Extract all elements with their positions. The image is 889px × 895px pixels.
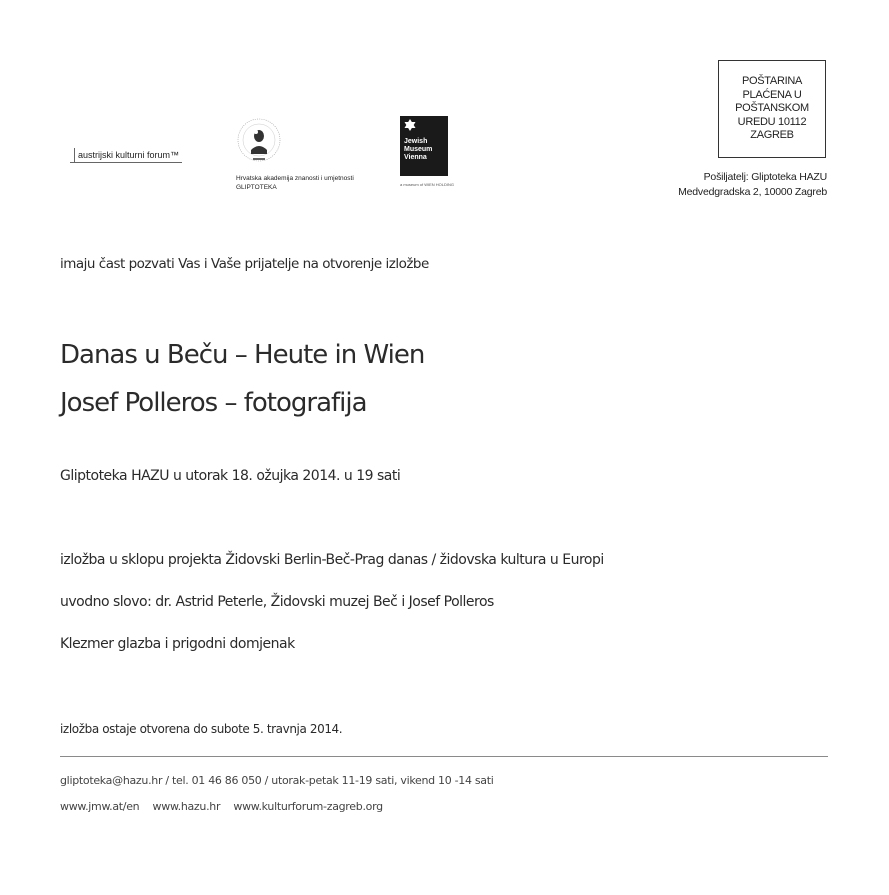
jmw-subline: a museum of WIEN HOLDING — [400, 182, 455, 187]
logo-bracket — [74, 148, 75, 162]
footer-divider — [60, 756, 828, 757]
link-kulturforum[interactable]: www.kulturforum-zagreb.org — [233, 800, 383, 813]
postage-line: ZAGREB — [750, 129, 794, 142]
link-hazu[interactable]: www.hazu.hr — [152, 800, 221, 813]
postage-paid-box — [718, 60, 826, 158]
exhibition-subtitle: Josef Polleros – fotografija — [60, 388, 367, 418]
logo-akf-text: austrijski kulturni forum™ — [78, 150, 180, 160]
jmw-line3: Vienna — [404, 154, 427, 161]
venue-date: Gliptoteka HAZU u utorak 18. ožujka 2014. u 19 sati — [60, 468, 401, 484]
jmw-wordmark — [404, 138, 432, 162]
program-info: Klezmer glazba i prigodni domjenak — [60, 636, 295, 652]
sender-line1: Pošiljatelj: Gliptoteka HAZU — [703, 171, 827, 183]
postage-line: POŠTARINA — [741, 75, 803, 88]
sender-address — [678, 170, 827, 200]
hazu-seal-icon — [236, 114, 282, 170]
link-jmw[interactable]: www.jmw.at/en — [60, 800, 140, 813]
logo-underline — [70, 162, 182, 163]
jmw-line1: Jewish — [404, 138, 428, 145]
jmw-box — [400, 116, 448, 176]
sender-line2: Medvedgradska 2, 10000 Zagreb — [678, 186, 827, 198]
opening-speech: uvodno slovo: dr. Astrid Peterle, Židovski muzej Beč i Josef Polleros — [60, 594, 494, 610]
star-of-david-icon — [403, 118, 417, 132]
postage-line: PLAĆENA U — [742, 88, 802, 101]
postage-line: POŠTANSKOM — [735, 102, 809, 115]
hazu-name-line2: GLIPTOTEKA — [236, 184, 277, 191]
hazu-name-line1: Hrvatska akademija znanosti i umjetnosti — [236, 175, 354, 182]
jmw-line2: Museum — [404, 146, 433, 153]
invitation-intro: imaju čast pozvati Vas i Vaše prijatelje na otvorenje izložbe — [60, 256, 429, 272]
hazu-name — [236, 174, 354, 192]
closing-date: izložba ostaje otvorena do subote 5. travnja 2014. — [60, 722, 343, 736]
footer-links — [60, 800, 393, 813]
exhibition-title: Danas u Beču – Heute in Wien — [60, 340, 425, 370]
project-info: izložba u sklopu projekta Židovski Berlin-Beč-Prag danas / židovska kultura u Europi — [60, 552, 604, 568]
logo-austrijski-kulturni-forum — [62, 144, 197, 166]
logo-hazu-gliptoteka — [232, 114, 372, 198]
footer-contact: gliptoteka@hazu.hr / tel. 01 46 86 050 / utorak-petak 11-19 sati, vikend 10 -14 sati — [60, 774, 494, 787]
logo-jewish-museum-vienna — [400, 116, 455, 192]
postage-line: UREDU 10112 — [737, 115, 807, 128]
